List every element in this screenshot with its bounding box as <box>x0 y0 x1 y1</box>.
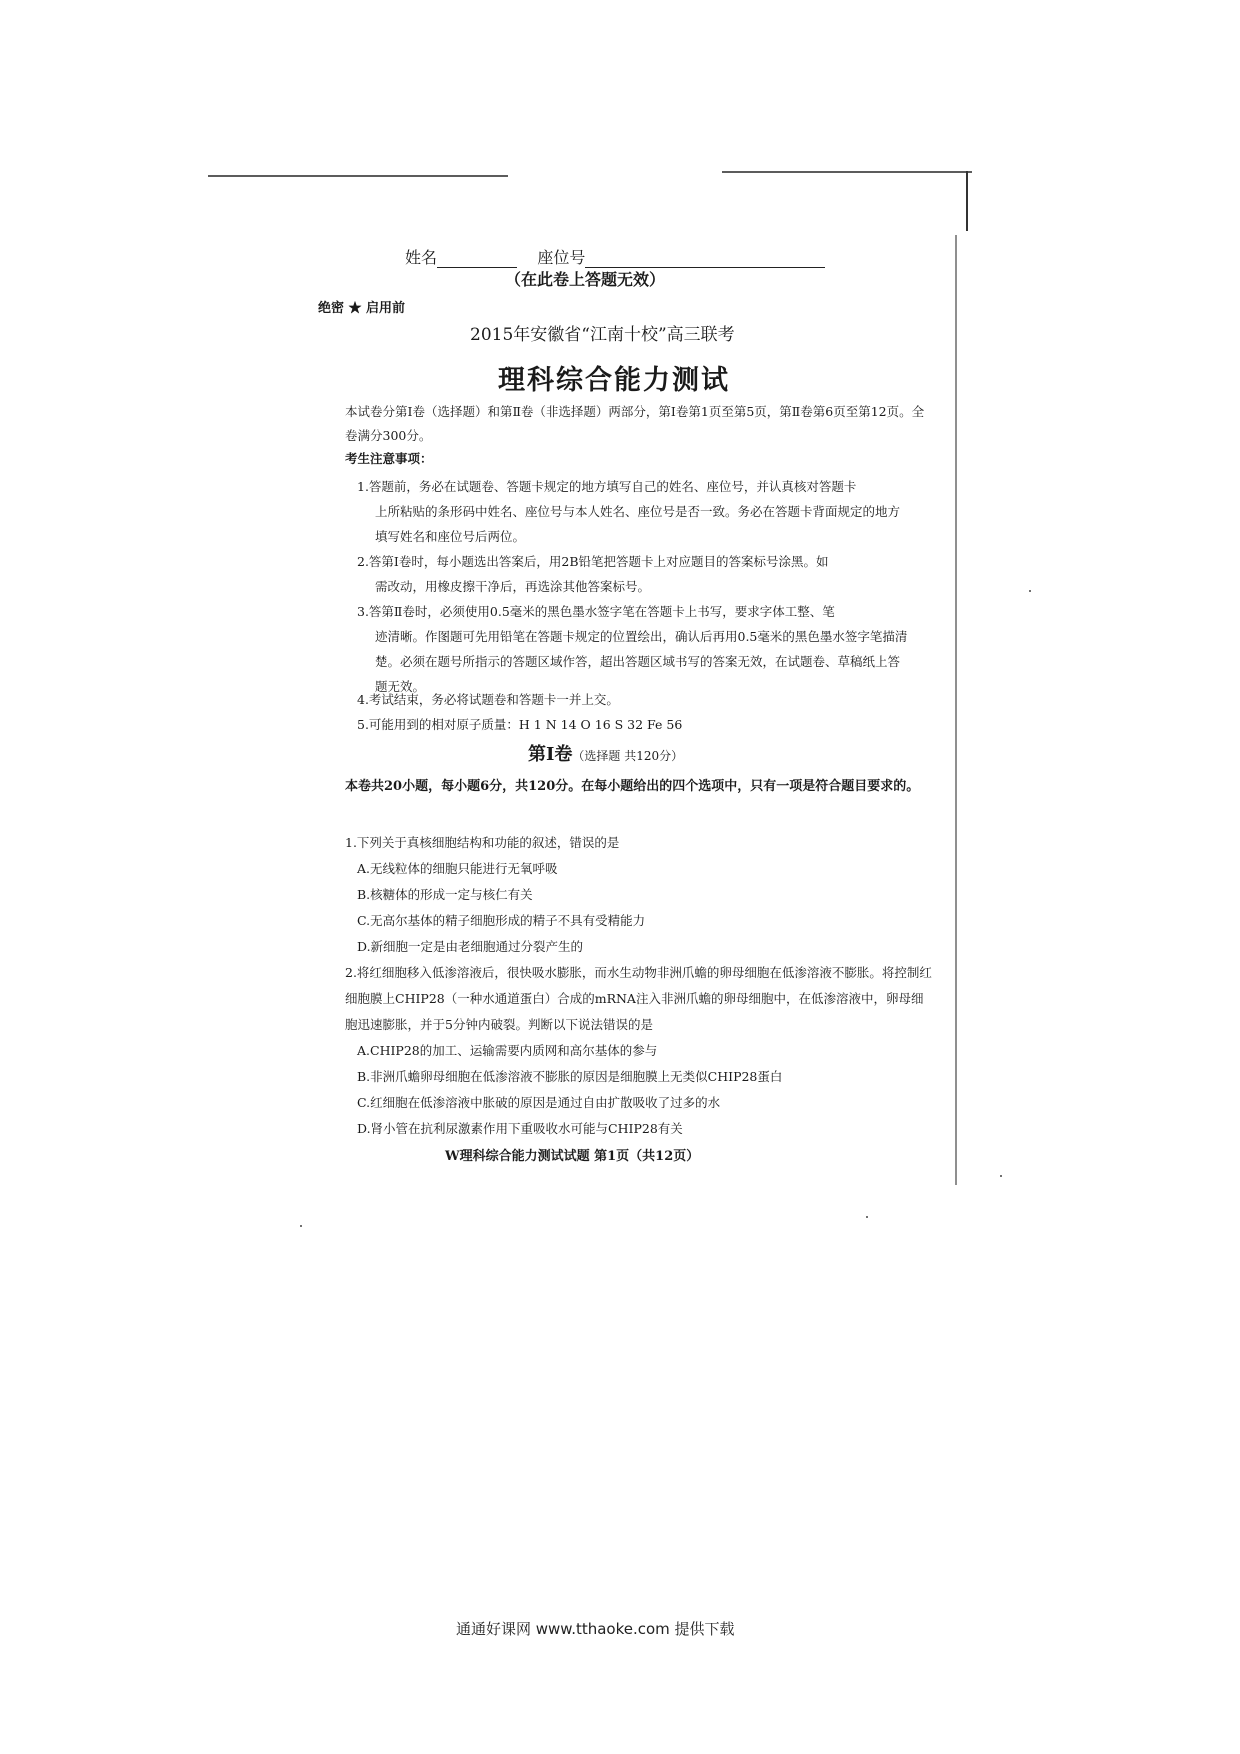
name-seat-row <box>405 245 825 268</box>
question-stem: 1.下列关于真核细胞结构和功能的叙述，错误的是 <box>345 835 620 850</box>
note-first: 2.答第Ⅰ卷时，每小题选出答案后，用2B铅笔把答题卡上对应题目的答案标号涂黑。如 <box>357 554 829 569</box>
question-option: A.无线粒体的细胞只能进行无氧呼吸 <box>357 861 558 876</box>
section-description: 本卷共20小题，每小题6分，共120分。在每小题给出的四个选项中，只有一项是符合题目要求的。 <box>345 779 920 794</box>
watermark-text: 通通好课网 www.tthaoke.com 提供下载 <box>456 1620 735 1638</box>
question-option: B.非洲爪蟾卵母细胞在低渗溶液不膨胀的原因是细胞膜上无类似CHIP28蛋白 <box>357 1069 783 1084</box>
question-stem: 2.将红细胞移入低渗溶液后，很快吸水膨胀，而水生动物非洲爪蟾的卵母细胞在低渗溶液不膨胀。将控制红细胞膜上CHIP28（一种水通道蛋白）合成的mRNA注入非洲爪蟾的卵母细胞中，在低渗溶液中，卵母细胞迅速膨胀，并于5分钟内破裂。判断以下说法错误的是 <box>345 965 932 1032</box>
note-rest: 上所粘贴的条形码中姓名、座位号与本人姓名、座位号是否一致。务必在答题卡背面规定的地方填写姓名和座位号后两位。 <box>375 504 901 544</box>
note-first: 1.答题前，务必在试题卷、答题卡规定的地方填写自己的姓名、座位号，并认真核对答题卡 <box>357 479 857 494</box>
invalid-notice: （在此卷上答题无效） <box>505 270 666 289</box>
secret-mark: 绝密 ★ 启用前 <box>318 301 406 316</box>
question-option: B.核糖体的形成一定与核仁有关 <box>357 887 533 902</box>
notes-title: 考生注意事项： <box>345 451 433 466</box>
seat-label: 座位号 <box>537 248 586 267</box>
scan-top-line-right <box>722 171 972 173</box>
page-footer: W理科综合能力测试试题 第1页（共12页） <box>445 1149 700 1164</box>
exam-name: 2015年安徽省“江南十校”高三联考 <box>470 325 735 345</box>
intro-paragraph: 本试卷分第Ⅰ卷（选择题）和第Ⅱ卷（非选择题）两部分，第Ⅰ卷第1页至第5页，第Ⅱ卷第6页至第12页。全卷满分300分。 <box>345 404 925 443</box>
name-label: 姓名 <box>405 248 438 267</box>
note-item <box>357 712 912 737</box>
note-item <box>357 599 912 699</box>
note-item <box>357 687 912 712</box>
note-rest: 需改动，用橡皮擦干净后，再选涂其他答案标号。 <box>375 579 651 594</box>
name-blank <box>437 251 517 268</box>
note-item <box>357 474 912 549</box>
section-subtitle: （选择题 共120分） <box>572 749 684 763</box>
page-title: 理科综合能力测试 <box>498 365 730 396</box>
section-title <box>528 740 683 766</box>
question-option: D.肾小管在抗利尿激素作用下重吸收水可能与CHIP28有关 <box>357 1121 683 1136</box>
note-item <box>357 549 912 599</box>
section-title-text: 第Ⅰ卷 <box>528 744 573 765</box>
question-option: A.CHIP28的加工、运输需要内质网和高尔基体的参与 <box>357 1043 658 1058</box>
scan-top-line-left <box>208 175 508 177</box>
note-first: 4.考试结束，务必将试题卷和答题卡一并上交。 <box>357 692 619 707</box>
note-rest: 迹清晰。作图题可先用铅笔在答题卡规定的位置绘出，确认后再用0.5毫米的黑色墨水签字笔描清楚。必须在题号所指示的答题区域作答，超出答题区域书写的答案无效，在试题卷、草稿纸上答题无效。 <box>375 629 908 694</box>
question-option: C.无高尔基体的精子细胞形成的精子不具有受精能力 <box>357 913 646 928</box>
scan-right-edge <box>966 171 968 231</box>
note-first: 3.答第Ⅱ卷时，必须使用0.5毫米的黑色墨水签字笔在答题卡上书写，要求字体工整、笔 <box>357 604 835 619</box>
scan-speck <box>300 1225 302 1227</box>
note-first: 5.可能用到的相对原子质量：H 1 N 14 O 16 S 32 Fe 56 <box>357 717 683 732</box>
scan-speck <box>1029 590 1031 592</box>
seat-blank <box>585 251 825 268</box>
question-option: D.新细胞一定是由老细胞通过分裂产生的 <box>357 939 584 954</box>
scan-right-rule <box>955 235 957 1185</box>
question-option: C.红细胞在低渗溶液中胀破的原因是通过自由扩散吸收了过多的水 <box>357 1095 721 1110</box>
scan-speck <box>1000 1175 1002 1177</box>
scan-speck <box>866 1216 868 1218</box>
